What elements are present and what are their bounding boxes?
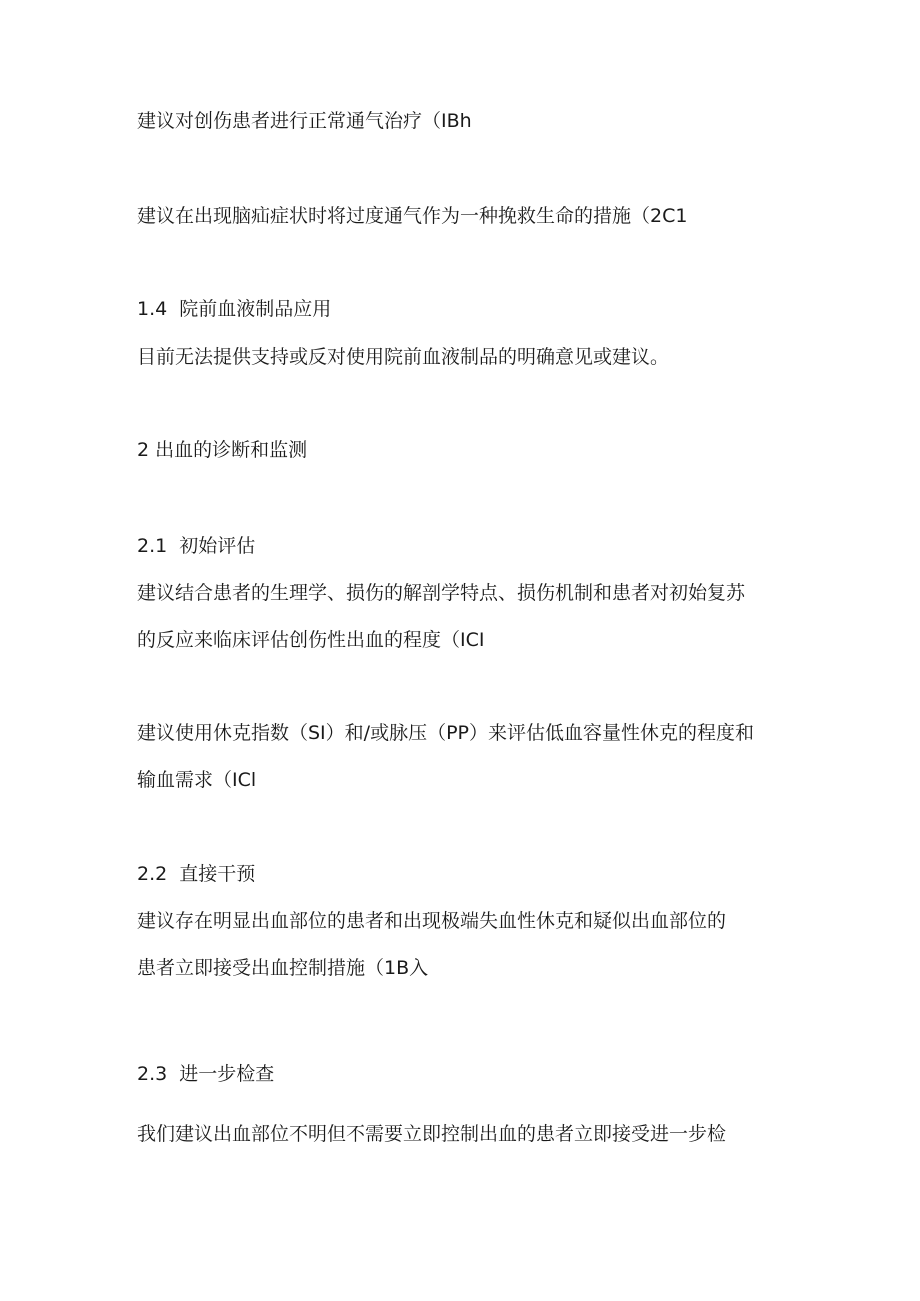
section-number: 2.2 bbox=[137, 863, 168, 885]
paragraph-hyperventilation: 建议在出现脑疝症状时将过度通气作为一种挽救生命的措施（2C1 bbox=[137, 205, 688, 227]
section-number: 2.3 bbox=[137, 1063, 168, 1085]
section-heading-2-3 bbox=[137, 1062, 274, 1086]
section-number: 1.4 bbox=[137, 298, 168, 320]
section-title: 初始评估 bbox=[179, 535, 256, 557]
section-heading-2 bbox=[137, 438, 307, 462]
paragraph-shock-index-line-1: 建议使用休克指数（SI）和/或脉压（PP）来评估低血容量性休克的程度和 bbox=[137, 722, 754, 744]
section-title: 进一步检查 bbox=[179, 1063, 275, 1085]
section-heading-2-2 bbox=[137, 862, 255, 886]
paragraph-direct-intervention-line-2: 患者立即接受出血控制措施（1B入 bbox=[137, 957, 429, 979]
paragraph-direct-intervention-line-1: 建议存在明显出血部位的患者和出现极端失血性休克和疑似出血部位的 bbox=[137, 910, 727, 932]
section-number: 2.1 bbox=[137, 535, 168, 557]
paragraph-normal-ventilation: 建议对创伤患者进行正常通气治疗（IBh bbox=[137, 110, 472, 132]
section-title: 出血的诊断和监测 bbox=[155, 439, 308, 461]
paragraph-prehospital-blood: 目前无法提供支持或反对使用院前血液制品的明确意见或建议。 bbox=[137, 346, 670, 368]
paragraph-initial-assessment-line-1: 建议结合患者的生理学、损伤的解剖学特点、损伤机制和患者对初始复苏 bbox=[137, 582, 746, 604]
section-number: 2 bbox=[137, 439, 150, 461]
section-heading-2-1 bbox=[137, 534, 255, 558]
section-title: 直接干预 bbox=[179, 863, 256, 885]
paragraph-further-examination: 我们建议出血部位不明但不需要立即控制出血的患者立即接受进一步检 bbox=[137, 1123, 727, 1145]
paragraph-initial-assessment-line-2: 的反应来临床评估创伤性出血的程度（ICI bbox=[137, 629, 485, 651]
section-title: 院前血液制品应用 bbox=[179, 298, 332, 320]
paragraph-shock-index-line-2: 输血需求（ICl bbox=[137, 769, 257, 791]
section-heading-1-4 bbox=[137, 297, 331, 321]
